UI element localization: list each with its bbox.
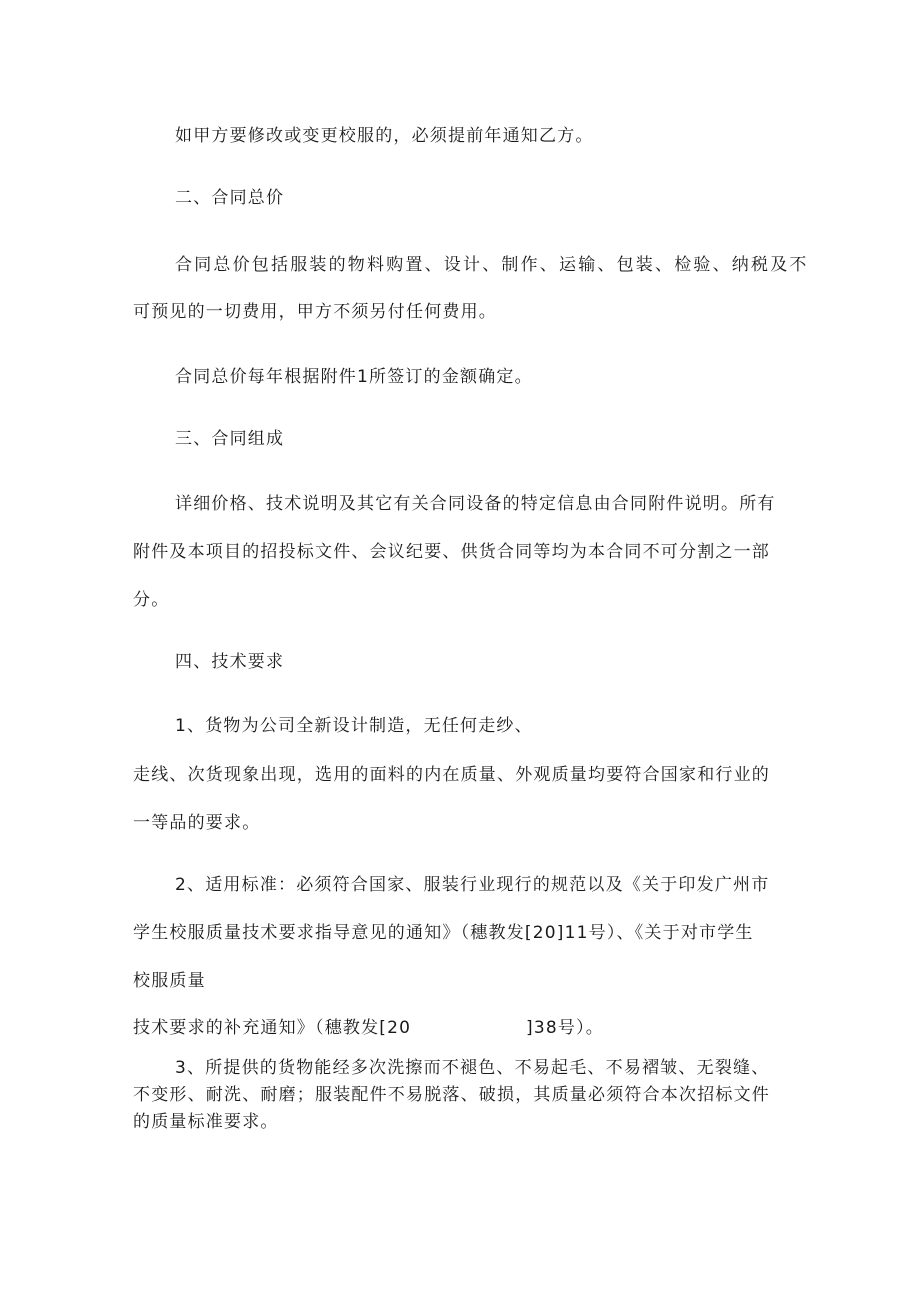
requirement-2-line-2: 学生校服质量技术要求指导意见的通知》（穗教发[20]11号）、《关于对市学生 bbox=[133, 923, 754, 943]
paragraph-total-price-line-2: 可预见的一切费用，甲方不须另付任何费用。 bbox=[133, 302, 497, 322]
requirement-3-line-1: 3、所提供的货物能经多次洗擦而不褪色、不易起毛、不易褶皱、无裂缝、 bbox=[175, 1058, 770, 1078]
requirement-3-line-2: 不变形、耐洗、耐磨；服装配件不易脱落、破损，其质量必须符合本次招标文件 bbox=[133, 1085, 770, 1105]
requirement-1-line-2: 走线、次货现象出现，选用的面料的内在质量、外观质量均要符合国家和行业的 bbox=[133, 765, 770, 785]
requirement-2-line-1: 2、适用标准：必须符合国家、服装行业现行的规范以及《关于印发广州市 bbox=[175, 875, 770, 895]
paragraph-composition-line-2: 附件及本项目的招投标文件、会议纪要、供货合同等均为本合同不可分割之一部 bbox=[133, 542, 770, 562]
section-heading-composition: 三、合同组成 bbox=[175, 429, 285, 449]
section-heading-total-price: 二、合同总价 bbox=[175, 188, 285, 208]
paragraph-notice-line: 如甲方要修改或变更校服的，必须提前年通知乙方。 bbox=[175, 126, 594, 146]
requirement-2-line-4-part-1: 技术要求的补充通知》（穗教发[20 bbox=[133, 1018, 412, 1038]
requirement-1-line-1: 1、货物为公司全新设计制造，无任何走纱、 bbox=[175, 716, 533, 736]
paragraph-total-price-line-1: 合同总价包括服装的物料购置、设计、制作、运输、包装、检验、纳税及不 bbox=[175, 255, 809, 275]
requirement-3-line-3: 的质量标准要求。 bbox=[133, 1112, 279, 1132]
requirement-1-line-3: 一等品的要求。 bbox=[133, 813, 261, 833]
paragraph-annual-amount: 合同总价每年根据附件1所签订的金额确定。 bbox=[175, 367, 533, 387]
paragraph-composition-line-3: 分。 bbox=[133, 590, 170, 610]
paragraph-composition-line-1: 详细价格、技术说明及其它有关合同设备的特定信息由合同附件说明。所有 bbox=[175, 494, 776, 514]
section-heading-technical: 四、技术要求 bbox=[175, 652, 285, 672]
requirement-2-line-3: 校服质量 bbox=[133, 971, 206, 991]
requirement-2-line-4-part-2: ]38号）。 bbox=[526, 1018, 604, 1038]
